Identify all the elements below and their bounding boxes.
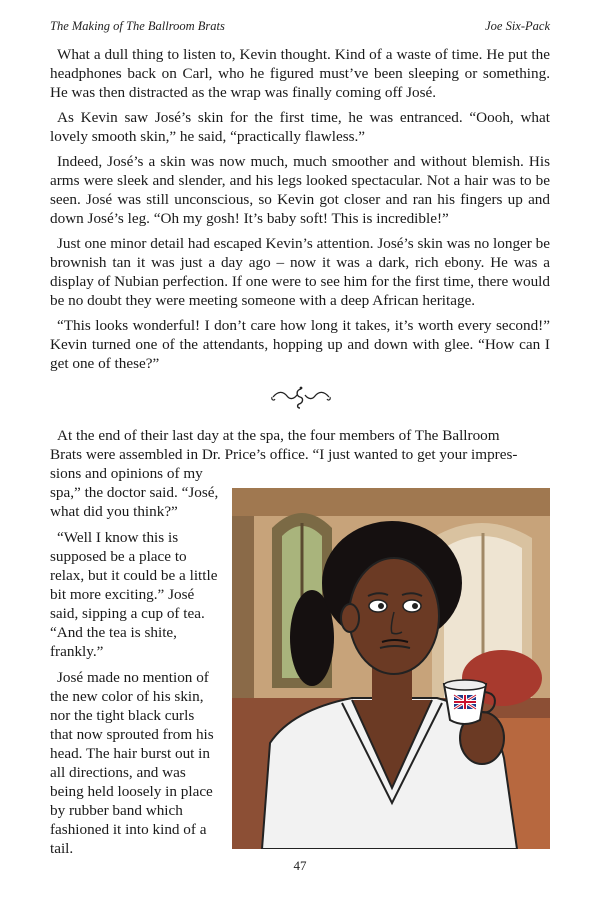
paragraph-line: Brats were assembled in Dr. Price’s office. “I just wanted to get your impres-: [50, 446, 518, 463]
paragraph: As Kevin saw José’s skin for the first time, he was entranced. “Oooh, what lovely smooth skin,” he said, “practically flawless.”: [50, 109, 550, 145]
paragraph-line: At the end of their last day at the spa, the four members of The Ballroom: [57, 427, 500, 444]
section-break-ornament-icon: [270, 383, 332, 411]
left-column-text: [50, 464, 220, 865]
paragraph: “This looks wonderful! I don’t care how long it takes, it’s worth every second!” Kevin turned one of the attendants, hopping up and down with glee. “How can I get one of these?”: [50, 317, 550, 372]
paragraph: [50, 426, 550, 464]
paragraph: Indeed, José’s a skin was now much, much smoother and without blemish. His arms were sleek and slender, and his legs looked spectacular. Not a hair was to be seen. José was still unconscious, so Kevin got closer and ran his fingers up and down José’s leg. “Oh my gosh! It’s baby soft! This is incredible!”: [50, 153, 550, 227]
paragraph: What a dull thing to listen to, Kevin thought. Kind of a waste of time. He put the headphones back on Carl, who he figured must’ve been sleeping or something. He was then distracted as the wrap was finally coming off José.: [50, 46, 550, 101]
author-name: Joe Six-Pack: [485, 19, 550, 33]
jose-tea-illustration: [232, 488, 550, 849]
paragraph: “Well I know this is supposed be a place to relax, but it could be a little bit more exciting.” José said, sipping a cup of tea. “And the tea is shite, frankly.”: [50, 529, 218, 660]
book-title: The Making of The Ballroom Brats: [50, 19, 225, 33]
paragraph: sions and opinions of my spa,” the doctor said. “José, what did you think?”: [50, 465, 219, 520]
paragraph: José made no mention of the new color of his skin, nor the tight black curls that now sprouted from his head. The hair burst out in all directions, and was being held loosely in place by rubber band which fashioned it into kind of a tail.: [50, 669, 214, 857]
paragraph: Just one minor detail had escaped Kevin’s attention. José’s skin was no longer be brownish tan it was just a day ago – now it was a dark, rich ebony. He was a display of Nubian perfection. If one were to see him for the first time, there would be no doubt they were meeting someone with a deep African heritage.: [50, 235, 550, 309]
upper-text-block: [50, 45, 550, 379]
running-head: [50, 19, 550, 37]
page-number: 47: [293, 858, 307, 873]
